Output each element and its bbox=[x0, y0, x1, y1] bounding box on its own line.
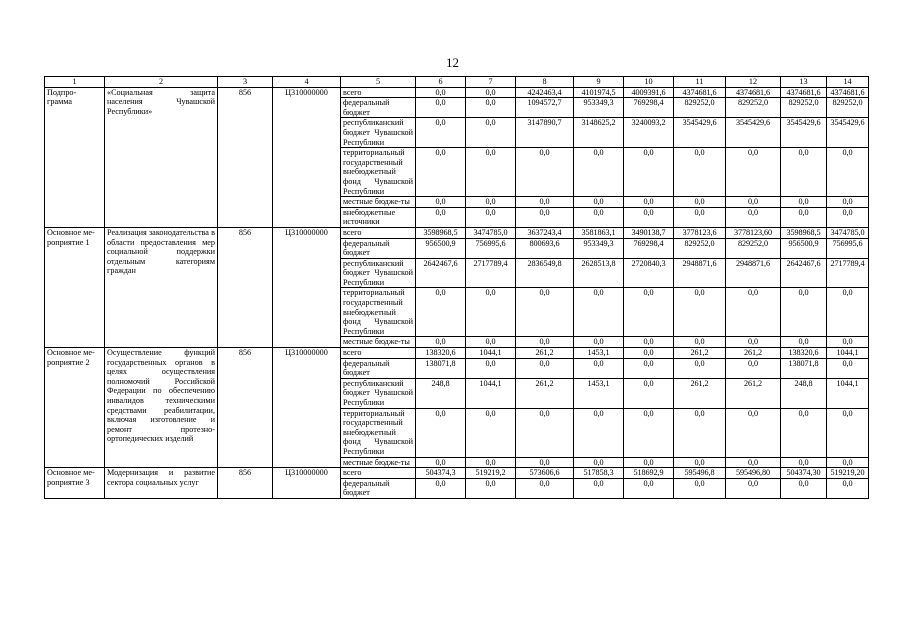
value-cell: 3474785,0 bbox=[466, 227, 516, 238]
value-cell: 261,2 bbox=[516, 378, 574, 408]
value-cell: 3474785,0 bbox=[827, 227, 869, 238]
value-cell: 3778123,60 bbox=[726, 227, 781, 238]
value-cell: 0,0 bbox=[466, 337, 516, 348]
value-cell: 595496,8 bbox=[674, 468, 726, 479]
value-cell: 829252,0 bbox=[726, 98, 781, 118]
value-cell: 2720840,3 bbox=[624, 258, 674, 288]
value-cell: 0,0 bbox=[574, 148, 624, 197]
value-cell: 829252,0 bbox=[781, 98, 827, 118]
value-cell: 0,0 bbox=[674, 337, 726, 348]
value-cell: 0,0 bbox=[466, 197, 516, 208]
column-number-cell: 14 bbox=[827, 77, 869, 88]
value-cell: 769298,4 bbox=[624, 98, 674, 118]
value-cell: 1044,1 bbox=[466, 378, 516, 408]
value-cell: 3581863,1 bbox=[574, 227, 624, 238]
value-cell: 953349,3 bbox=[574, 238, 624, 258]
program-name-cell: Осуществление функций государственных органов в целях осуществления полномочий Российской Федерации по обеспечению инвалидов техническими средствами реабилитации, включая изготовление и ремонт протезно-ортопедических изделий bbox=[105, 348, 218, 468]
value-cell: 3545429,6 bbox=[827, 118, 869, 148]
value-cell: 3545429,6 bbox=[781, 118, 827, 148]
grbs-cell: 856 bbox=[218, 468, 273, 499]
value-cell: 0,0 bbox=[674, 408, 726, 457]
column-number-cell: 13 bbox=[781, 77, 827, 88]
column-number-cell: 3 bbox=[218, 77, 273, 88]
value-cell: 829252,0 bbox=[674, 238, 726, 258]
funding-source-cell: всего bbox=[341, 227, 416, 238]
value-cell: 3598968,5 bbox=[781, 227, 827, 238]
value-cell: 0,0 bbox=[674, 148, 726, 197]
value-cell: 0,0 bbox=[574, 207, 624, 227]
value-cell: 504374,3 bbox=[416, 468, 466, 479]
value-cell: 138071,8 bbox=[781, 358, 827, 378]
table-row bbox=[45, 348, 869, 359]
value-cell: 138320,6 bbox=[416, 348, 466, 359]
column-number-cell: 10 bbox=[624, 77, 674, 88]
value-cell: 956500,9 bbox=[781, 238, 827, 258]
value-cell: 0,0 bbox=[416, 408, 466, 457]
value-cell: 4009391,6 bbox=[624, 87, 674, 98]
column-number-cell: 4 bbox=[273, 77, 341, 88]
column-number-cell: 9 bbox=[574, 77, 624, 88]
value-cell: 517858,3 bbox=[574, 468, 624, 479]
value-cell: 0,0 bbox=[466, 457, 516, 468]
value-cell: 3598968,5 bbox=[416, 227, 466, 238]
value-cell: 0,0 bbox=[781, 207, 827, 227]
value-cell: 3240093,2 bbox=[624, 118, 674, 148]
value-cell: 4374681,6 bbox=[674, 87, 726, 98]
value-cell: 0,0 bbox=[781, 337, 827, 348]
value-cell: 0,0 bbox=[624, 348, 674, 359]
status-cell: Основное ме- роприятие 2 bbox=[45, 348, 105, 468]
funding-source-cell: внебюджетные источники bbox=[341, 207, 416, 227]
value-cell: 0,0 bbox=[466, 478, 516, 498]
value-cell: 0,0 bbox=[574, 337, 624, 348]
value-cell: 0,0 bbox=[624, 288, 674, 337]
value-cell: 1453,1 bbox=[574, 348, 624, 359]
value-cell: 0,0 bbox=[726, 478, 781, 498]
value-cell: 261,2 bbox=[516, 348, 574, 359]
value-cell: 0,0 bbox=[574, 358, 624, 378]
value-cell: 756995,6 bbox=[466, 238, 516, 258]
table-body bbox=[45, 77, 869, 499]
value-cell: 2948871,6 bbox=[674, 258, 726, 288]
value-cell: 956500,9 bbox=[416, 238, 466, 258]
column-number-cell: 7 bbox=[466, 77, 516, 88]
value-cell: 0,0 bbox=[726, 337, 781, 348]
value-cell: 1044,1 bbox=[466, 348, 516, 359]
value-cell: 829252,0 bbox=[674, 98, 726, 118]
value-cell: 0,0 bbox=[466, 408, 516, 457]
grbs-cell: 856 bbox=[218, 348, 273, 468]
value-cell: 0,0 bbox=[624, 337, 674, 348]
value-cell: 0,0 bbox=[726, 207, 781, 227]
value-cell: 0,0 bbox=[574, 197, 624, 208]
value-cell: 2717789,4 bbox=[827, 258, 869, 288]
value-cell: 2948871,6 bbox=[726, 258, 781, 288]
value-cell: 504374,30 bbox=[781, 468, 827, 479]
value-cell: 0,0 bbox=[674, 197, 726, 208]
table-row bbox=[45, 87, 869, 98]
value-cell: 0,0 bbox=[624, 358, 674, 378]
value-cell: 0,0 bbox=[516, 337, 574, 348]
value-cell: 573606,6 bbox=[516, 468, 574, 479]
value-cell: 0,0 bbox=[624, 478, 674, 498]
value-cell: 0,0 bbox=[416, 98, 466, 118]
column-number-cell: 12 bbox=[726, 77, 781, 88]
value-cell: 0,0 bbox=[516, 478, 574, 498]
status-cell: Подпро- грамма bbox=[45, 87, 105, 227]
value-cell: 0,0 bbox=[574, 457, 624, 468]
value-cell: 0,0 bbox=[674, 207, 726, 227]
value-cell: 0,0 bbox=[624, 148, 674, 197]
value-cell: 0,0 bbox=[827, 478, 869, 498]
value-cell: 0,0 bbox=[416, 457, 466, 468]
value-cell: 0,0 bbox=[466, 98, 516, 118]
value-cell: 0,0 bbox=[781, 197, 827, 208]
value-cell: 0,0 bbox=[726, 358, 781, 378]
value-cell: 4101974,5 bbox=[574, 87, 624, 98]
value-cell: 0,0 bbox=[827, 207, 869, 227]
value-cell: 0,0 bbox=[574, 478, 624, 498]
value-cell: 2628513,8 bbox=[574, 258, 624, 288]
funding-source-cell: федеральный бюджет bbox=[341, 478, 416, 498]
funding-source-cell: всего bbox=[341, 468, 416, 479]
value-cell: 0,0 bbox=[516, 207, 574, 227]
funding-source-cell: местные бюдже-ты bbox=[341, 337, 416, 348]
funding-source-cell: территориальный государственный внебюджетный фонд Чувашской Республики bbox=[341, 148, 416, 197]
value-cell: 0,0 bbox=[574, 408, 624, 457]
value-cell: 0,0 bbox=[781, 408, 827, 457]
value-cell: 0,0 bbox=[781, 288, 827, 337]
code-cell: Ц310000000 bbox=[273, 348, 341, 468]
value-cell: 248,8 bbox=[781, 378, 827, 408]
value-cell: 1094572,7 bbox=[516, 98, 574, 118]
value-cell: 2836549,8 bbox=[516, 258, 574, 288]
value-cell: 0,0 bbox=[516, 197, 574, 208]
funding-source-cell: местные бюдже-ты bbox=[341, 457, 416, 468]
value-cell: 0,0 bbox=[466, 87, 516, 98]
funding-source-cell: республиканский бюджет Чувашской Республики bbox=[341, 118, 416, 148]
value-cell: 0,0 bbox=[781, 148, 827, 197]
value-cell: 0,0 bbox=[466, 148, 516, 197]
value-cell: 0,0 bbox=[726, 148, 781, 197]
value-cell: 0,0 bbox=[674, 358, 726, 378]
value-cell: 3545429,6 bbox=[674, 118, 726, 148]
value-cell: 261,2 bbox=[674, 378, 726, 408]
funding-source-cell: местные бюдже-ты bbox=[341, 197, 416, 208]
value-cell: 0,0 bbox=[624, 207, 674, 227]
value-cell: 0,0 bbox=[416, 478, 466, 498]
value-cell: 0,0 bbox=[466, 207, 516, 227]
code-cell: Ц310000000 bbox=[273, 468, 341, 499]
value-cell: 0,0 bbox=[674, 478, 726, 498]
program-name-cell: Модернизация и развитие сектора социальных услуг bbox=[105, 468, 218, 499]
funding-source-cell: всего bbox=[341, 348, 416, 359]
value-cell: 0,0 bbox=[624, 408, 674, 457]
value-cell: 0,0 bbox=[516, 288, 574, 337]
table-row bbox=[45, 468, 869, 479]
grbs-cell: 856 bbox=[218, 87, 273, 227]
funding-source-cell: федеральный бюджет bbox=[341, 358, 416, 378]
value-cell: 138071,8 bbox=[416, 358, 466, 378]
value-cell: 0,0 bbox=[516, 148, 574, 197]
value-cell: 2717789,4 bbox=[466, 258, 516, 288]
table-row bbox=[45, 227, 869, 238]
value-cell: 0,0 bbox=[624, 378, 674, 408]
funding-source-cell: всего bbox=[341, 87, 416, 98]
value-cell: 4374681,6 bbox=[781, 87, 827, 98]
value-cell: 0,0 bbox=[827, 358, 869, 378]
value-cell: 4374681,6 bbox=[827, 87, 869, 98]
value-cell: 0,0 bbox=[416, 288, 466, 337]
value-cell: 0,0 bbox=[827, 457, 869, 468]
value-cell: 3490138,7 bbox=[624, 227, 674, 238]
value-cell: 519219,20 bbox=[827, 468, 869, 479]
value-cell: 0,0 bbox=[574, 288, 624, 337]
value-cell: 3147890,7 bbox=[516, 118, 574, 148]
value-cell: 1453,1 bbox=[574, 378, 624, 408]
budget-table bbox=[44, 76, 869, 499]
value-cell: 0,0 bbox=[416, 148, 466, 197]
value-cell: 4374681,6 bbox=[726, 87, 781, 98]
column-number-cell: 1 bbox=[45, 77, 105, 88]
value-cell: 518692,9 bbox=[624, 468, 674, 479]
value-cell: 953349,3 bbox=[574, 98, 624, 118]
column-number-cell: 11 bbox=[674, 77, 726, 88]
value-cell: 0,0 bbox=[624, 197, 674, 208]
value-cell: 0,0 bbox=[827, 408, 869, 457]
value-cell: 829252,0 bbox=[726, 238, 781, 258]
value-cell: 0,0 bbox=[726, 288, 781, 337]
value-cell: 0,0 bbox=[416, 87, 466, 98]
value-cell: 595496,80 bbox=[726, 468, 781, 479]
code-cell: Ц310000000 bbox=[273, 87, 341, 227]
funding-source-cell: территориальный государственный внебюджетный фонд Чувашской Республики bbox=[341, 288, 416, 337]
funding-source-cell: республиканский бюджет Чувашской Республики bbox=[341, 378, 416, 408]
value-cell: 0,0 bbox=[827, 197, 869, 208]
value-cell: 0,0 bbox=[726, 457, 781, 468]
value-cell: 829252,0 bbox=[827, 98, 869, 118]
funding-source-cell: федеральный бюджет bbox=[341, 238, 416, 258]
column-number-cell: 2 bbox=[105, 77, 218, 88]
value-cell: 0,0 bbox=[827, 337, 869, 348]
funding-source-cell: республиканский бюджет Чувашской Республики bbox=[341, 258, 416, 288]
value-cell: 0,0 bbox=[466, 288, 516, 337]
value-cell: 261,2 bbox=[674, 348, 726, 359]
value-cell: 248,8 bbox=[416, 378, 466, 408]
value-cell: 0,0 bbox=[516, 358, 574, 378]
column-number-cell: 5 bbox=[341, 77, 416, 88]
value-cell: 756995,6 bbox=[827, 238, 869, 258]
code-cell: Ц310000000 bbox=[273, 227, 341, 347]
value-cell: 0,0 bbox=[781, 457, 827, 468]
value-cell: 4242463,4 bbox=[516, 87, 574, 98]
value-cell: 0,0 bbox=[624, 457, 674, 468]
funding-source-cell: территориальный государственный внебюджетный фонд Чувашской Республики bbox=[341, 408, 416, 457]
value-cell: 0,0 bbox=[827, 148, 869, 197]
value-cell: 519219,2 bbox=[466, 468, 516, 479]
value-cell: 3148625,2 bbox=[574, 118, 624, 148]
value-cell: 0,0 bbox=[416, 118, 466, 148]
status-cell: Основное ме- роприятие 1 bbox=[45, 227, 105, 347]
value-cell: 1044,1 bbox=[827, 378, 869, 408]
funding-source-cell: федеральный бюджет bbox=[341, 98, 416, 118]
value-cell: 0,0 bbox=[516, 457, 574, 468]
value-cell: 0,0 bbox=[466, 118, 516, 148]
column-number-cell: 8 bbox=[516, 77, 574, 88]
value-cell: 0,0 bbox=[416, 337, 466, 348]
value-cell: 0,0 bbox=[516, 408, 574, 457]
column-number-row bbox=[45, 77, 869, 88]
value-cell: 2642467,6 bbox=[781, 258, 827, 288]
value-cell: 261,2 bbox=[726, 378, 781, 408]
value-cell: 3545429,6 bbox=[726, 118, 781, 148]
value-cell: 0,0 bbox=[674, 457, 726, 468]
value-cell: 0,0 bbox=[827, 288, 869, 337]
value-cell: 138320,6 bbox=[781, 348, 827, 359]
value-cell: 0,0 bbox=[674, 288, 726, 337]
status-cell: Основное ме- роприятие 3 bbox=[45, 468, 105, 499]
program-name-cell: Реализация законодательства в области предоставления мер социальной поддержки отдельным категориям граждан bbox=[105, 227, 218, 347]
value-cell: 769298,4 bbox=[624, 238, 674, 258]
value-cell: 1044,1 bbox=[827, 348, 869, 359]
value-cell: 0,0 bbox=[416, 197, 466, 208]
program-name-cell: «Социальная защита населения Чувашской Республики» bbox=[105, 87, 218, 227]
value-cell: 0,0 bbox=[416, 207, 466, 227]
page-number: 12 bbox=[446, 55, 459, 70]
grbs-cell: 856 bbox=[218, 227, 273, 347]
value-cell: 0,0 bbox=[726, 408, 781, 457]
value-cell: 0,0 bbox=[466, 358, 516, 378]
value-cell: 0,0 bbox=[781, 478, 827, 498]
value-cell: 0,0 bbox=[726, 197, 781, 208]
value-cell: 800693,6 bbox=[516, 238, 574, 258]
value-cell: 2642467,6 bbox=[416, 258, 466, 288]
value-cell: 3778123,6 bbox=[674, 227, 726, 238]
value-cell: 3637243,4 bbox=[516, 227, 574, 238]
value-cell: 261,2 bbox=[726, 348, 781, 359]
column-number-cell: 6 bbox=[416, 77, 466, 88]
